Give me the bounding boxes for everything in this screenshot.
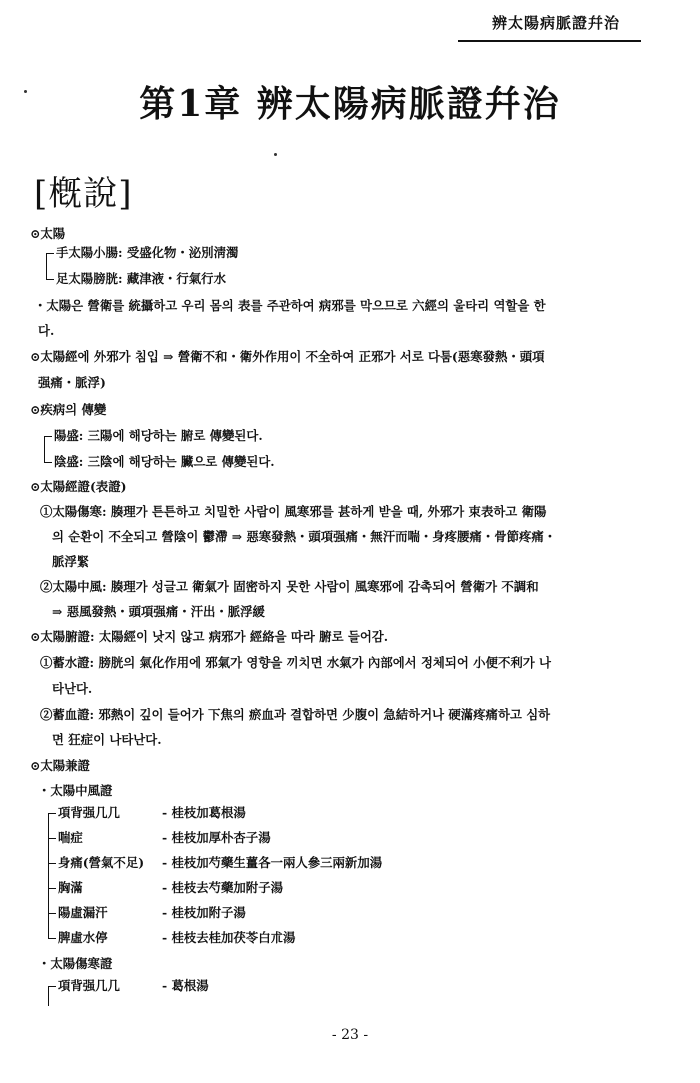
transmission-yang: 陽盛: 三陽에 해당하는 腑로 傳變된다. <box>54 428 263 443</box>
tree-stub <box>48 986 56 987</box>
symptom-label: 喘症 <box>58 830 83 845</box>
tree-stub <box>48 813 56 814</box>
para-external-evil-line2: 强痛・脈浮) <box>38 375 106 390</box>
symptom-label: 陽虛漏汗 <box>58 905 108 920</box>
tree-stub <box>48 863 56 864</box>
section-title: [槪說] <box>34 174 133 214</box>
para-taiyang-role-line2: 다. <box>38 323 55 338</box>
tree-stub <box>46 279 54 280</box>
tree-stub <box>48 913 56 914</box>
wind-stroke-line2: ⇒ 惡風發熱・頭項强痛・汗出・脈浮緩 <box>52 604 265 619</box>
tree-bracket <box>44 436 45 462</box>
transmission-heading: ⊙疾病의 傳變 <box>30 402 107 417</box>
symptom-label: 脾虛水停 <box>58 930 108 945</box>
tree-stub <box>48 888 56 889</box>
concurrent-heading: ⊙太陽兼證 <box>30 758 90 773</box>
tree-stub <box>44 462 52 463</box>
organ-heading: ⊙太陽腑證: 太陽經이 낫지 않고 病邪가 經絡을 따라 腑로 들어감. <box>30 629 389 644</box>
formula-label: - 桂枝去桂加茯苓白朮湯 <box>162 930 296 945</box>
formula-label: - 葛根湯 <box>162 978 209 993</box>
blood-accumulation-line1: ②蓄血證: 邪熱이 깊이 들어가 下焦의 瘀血과 결합하면 少腹이 急結하거나 硬滿疼痛하고 심하 <box>40 707 551 722</box>
cold-damage-line2: 의 순환이 不全되고 營陰이 鬱滯 ⇒ 惡寒發熱・頭項强痛・無汗而喘・身疼腰痛・骨節疼痛・ <box>52 529 557 544</box>
scan-speck <box>24 90 27 93</box>
cold-damage-line3: 脈浮緊 <box>52 554 90 569</box>
formula-label: - 桂枝加芍藥生薑各一兩人參三兩新加湯 <box>162 855 383 870</box>
zhongfeng-heading: ・太陽中風證 <box>38 783 113 798</box>
para-external-evil-line1: ⊙太陽經에 外邪가 침입 ⇒ 營衛不和・衛外作用이 不全하여 正邪가 서로 다툼(惡寒發熱・頭項 <box>30 349 545 364</box>
header-rule <box>458 40 641 42</box>
tree-stub <box>48 838 56 839</box>
tree-stub <box>44 436 52 437</box>
taiyang-heading: ⊙太陽 <box>30 226 66 241</box>
water-retention-line1: ①蓄水證: 膀胱의 氣化作用에 邪氣가 영향을 끼치면 水氣가 內部에서 정체되어 小便不利가 나 <box>40 655 551 670</box>
cold-damage-line1: ①太陽傷寒: 腠理가 튼튼하고 치밀한 사람이 風寒邪를 甚하게 받을 때, 外邪가 束表하고 衛陽 <box>40 504 547 519</box>
water-retention-line2: 타난다. <box>52 681 93 696</box>
symptom-label: 胸滿 <box>58 880 83 895</box>
meridian-heading: ⊙太陽經證(表證) <box>30 479 127 494</box>
symptom-label: 項背强几几 <box>58 805 120 820</box>
taiyang-bladder: 足太陽膀胱: 藏津液・行氣行水 <box>56 271 226 286</box>
symptom-label: 身痛(營氣不足) <box>58 855 145 870</box>
formula-label: - 桂枝加附子湯 <box>162 905 246 920</box>
tree-stub <box>46 253 54 254</box>
formula-label: - 桂枝去芍藥加附子湯 <box>162 880 283 895</box>
shanghan-heading: ・太陽傷寒證 <box>38 956 113 971</box>
scan-speck <box>274 153 277 156</box>
transmission-yin: 陰盛: 三陰에 해당하는 臟으로 傳變된다. <box>54 454 275 469</box>
symptom-label: 項背强几几 <box>58 978 120 993</box>
blood-accumulation-line2: 면 狂症이 나타난다. <box>52 732 162 747</box>
wind-stroke-line1: ②太陽中風: 腠理가 성글고 衛氣가 固密하지 못한 사람이 風寒邪에 감촉되어 營衛가 不調和 <box>40 579 539 594</box>
tree-bracket <box>48 813 49 939</box>
formula-label: - 桂枝加厚朴杏子湯 <box>162 830 271 845</box>
taiyang-small-intestine: 手太陽小腸: 受盛化物・泌別淸濁 <box>56 245 239 260</box>
tree-stub <box>48 938 56 939</box>
running-header: 辨太陽病脈證幷治 <box>491 14 620 32</box>
page-number: - 23 - <box>331 1027 369 1043</box>
tree-bracket <box>48 986 49 1006</box>
tree-bracket <box>46 253 47 279</box>
formula-label: - 桂枝加葛根湯 <box>162 805 246 820</box>
para-taiyang-role-line1: ・太陽은 營衛를 統攝하고 우리 몸의 表를 주관하여 病邪를 막으므로 六經의 울타리 역할을 한 <box>34 298 546 313</box>
chapter-title: 第1章 辨太陽病脈證幷治 <box>139 83 561 125</box>
